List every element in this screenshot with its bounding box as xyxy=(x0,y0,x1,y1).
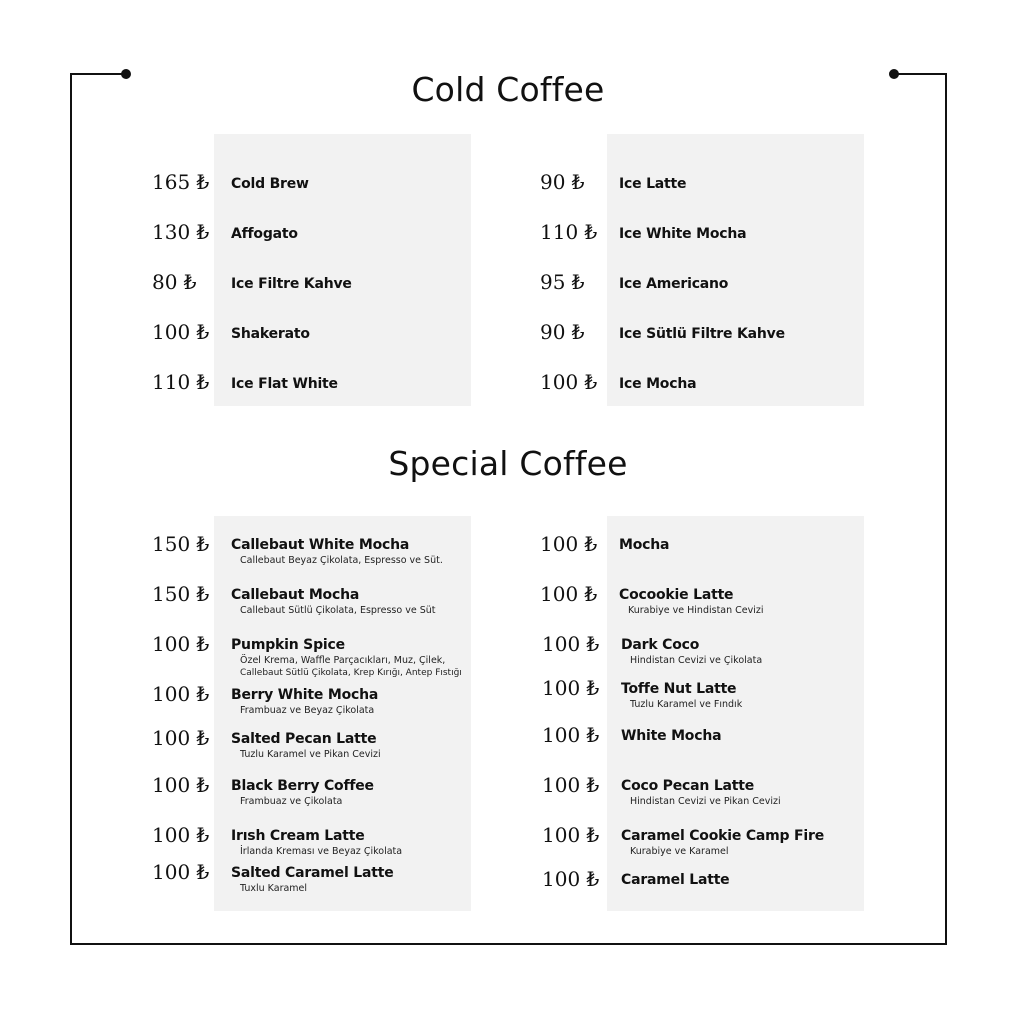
menu-item-name: Berry White Mocha xyxy=(231,687,379,703)
menu-item-description: Callebaut Sütlü Çikolata, Espresso ve Süt xyxy=(240,605,436,616)
menu-item-price: 100 ₺ xyxy=(540,370,598,394)
menu-item-name: Coco Pecan Latte xyxy=(621,778,755,794)
menu-item-name: Ice Sütlü Filtre Kahve xyxy=(619,326,785,342)
menu-item-name: Shakerato xyxy=(231,326,310,342)
menu-item-name: Callebaut White Mocha xyxy=(231,537,410,553)
menu-item-price: 100 ₺ xyxy=(152,823,210,847)
menu-item-description: Kurabiye ve Hindistan Cevizi xyxy=(628,605,764,616)
frame-left-line xyxy=(70,73,72,945)
menu-item-description: Frambuaz ve Beyaz Çikolata xyxy=(240,705,375,716)
menu-item-description: Hindistan Cevizi ve Pikan Cevizi xyxy=(630,796,781,807)
menu-item-price: 150 ₺ xyxy=(152,532,210,556)
menu-item-price: 100 ₺ xyxy=(540,582,598,606)
menu-item-name: Ice Filtre Kahve xyxy=(231,276,352,292)
menu-item-name: Cold Brew xyxy=(231,176,309,192)
menu-item-price: 80 ₺ xyxy=(152,270,197,294)
menu-item-name: Ice Americano xyxy=(619,276,729,292)
menu-item-name: Ice White Mocha xyxy=(619,226,747,242)
menu-item-description: İrlanda Kreması ve Beyaz Çikolata xyxy=(240,846,403,857)
menu-item-name: White Mocha xyxy=(621,728,722,744)
menu-item-price: 100 ₺ xyxy=(152,320,210,344)
menu-item-name: Salted Caramel Latte xyxy=(231,865,394,881)
menu-item-description: Tuzlu Karamel ve Pikan Cevizi xyxy=(240,749,381,760)
menu-item-name: Black Berry Coffee xyxy=(231,778,374,794)
menu-item-price: 100 ₺ xyxy=(152,773,210,797)
menu-item-price: 165 ₺ xyxy=(152,170,210,194)
menu-item-description: Tuzlu Karamel ve Fındık xyxy=(630,699,743,710)
menu-item-name: Ice Latte xyxy=(619,176,687,192)
menu-item-name: Mocha xyxy=(619,537,670,553)
menu-item-price: 110 ₺ xyxy=(540,220,598,244)
menu-item-price: 90 ₺ xyxy=(540,320,585,344)
menu-item-name: Ice Flat White xyxy=(231,376,338,392)
menu-item-price: 100 ₺ xyxy=(542,676,600,700)
menu-item-description: Özel Krema, Waffle Parçacıkları, Muz, Çilek, xyxy=(240,655,446,666)
menu-item-price: 95 ₺ xyxy=(540,270,585,294)
menu-item-description-line2: Callebaut Sütlü Çikolata, Krep Kırığı, Antep Fıstığı xyxy=(240,668,462,678)
menu-item-price: 100 ₺ xyxy=(542,867,600,891)
menu-item-price: 130 ₺ xyxy=(152,220,210,244)
frame-bottom-line xyxy=(70,943,947,945)
menu-item-name: Irısh Cream Latte xyxy=(231,828,365,844)
menu-item-price: 150 ₺ xyxy=(152,582,210,606)
menu-item-description: Frambuaz ve Çikolata xyxy=(240,796,343,807)
menu-item-price: 100 ₺ xyxy=(542,632,600,656)
menu-item-price: 100 ₺ xyxy=(152,726,210,750)
menu-item-price: 100 ₺ xyxy=(152,632,210,656)
menu-item-name: Pumpkin Spice xyxy=(231,637,345,653)
menu-item-description: Callebaut Beyaz Çikolata, Espresso ve Süt. xyxy=(240,555,443,566)
menu-item-name: Salted Pecan Latte xyxy=(231,731,377,747)
menu-item-price: 100 ₺ xyxy=(540,532,598,556)
frame-right-line xyxy=(945,73,947,945)
cold-coffee-right-panel xyxy=(607,134,864,406)
menu-item-name: Cocookie Latte xyxy=(619,587,734,603)
menu-item-name: Caramel Cookie Camp Fire xyxy=(621,828,824,844)
menu-item-name: Toffe Nut Latte xyxy=(621,681,737,697)
menu-item-name: Dark Coco xyxy=(621,637,700,653)
menu-item-name: Callebaut Mocha xyxy=(231,587,360,603)
menu-item-price: 100 ₺ xyxy=(542,823,600,847)
menu-item-price: 100 ₺ xyxy=(152,860,210,884)
menu-item-description: Kurabiye ve Karamel xyxy=(630,846,729,857)
menu-item-name: Caramel Latte xyxy=(621,872,730,888)
menu-item-price: 100 ₺ xyxy=(542,773,600,797)
menu-item-price: 100 ₺ xyxy=(542,723,600,747)
cold-coffee-title: Cold Coffee xyxy=(411,70,605,109)
menu-item-description: Tuxlu Karamel xyxy=(240,883,308,894)
menu-item-description: Hindistan Cevizi ve Çikolata xyxy=(630,655,763,666)
cold-coffee-left-panel xyxy=(214,134,471,406)
menu-item-price: 90 ₺ xyxy=(540,170,585,194)
menu-item-name: Ice Mocha xyxy=(619,376,697,392)
menu-item-price: 100 ₺ xyxy=(152,682,210,706)
special-coffee-title: Special Coffee xyxy=(388,444,628,483)
menu-item-price: 110 ₺ xyxy=(152,370,210,394)
menu-item-name: Affogato xyxy=(231,226,298,242)
